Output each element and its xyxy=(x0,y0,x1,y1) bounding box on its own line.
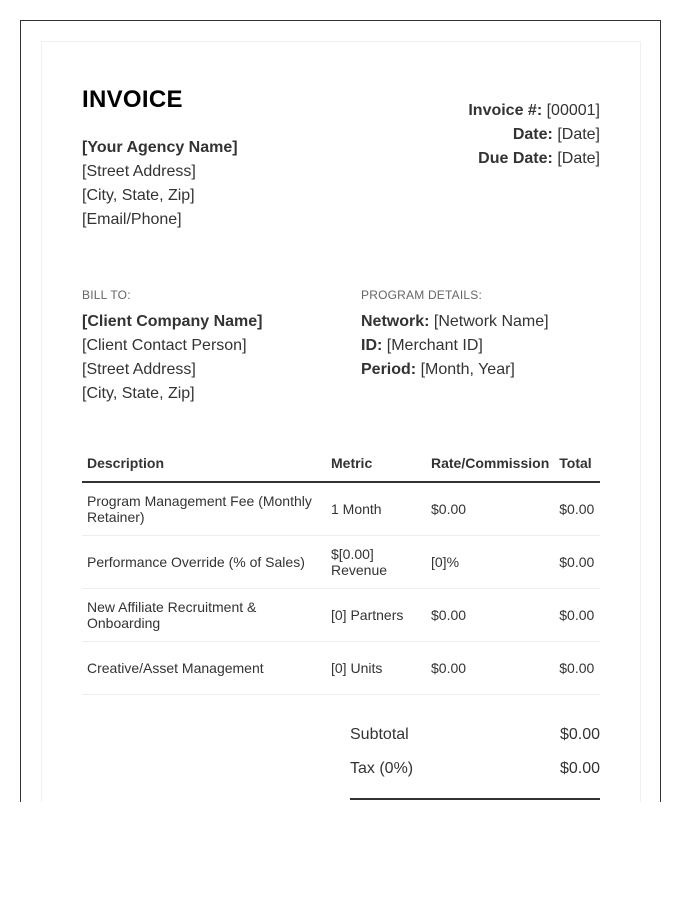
client-contact: [Client Contact Person] xyxy=(82,337,247,354)
invoice-due-value: [Date] xyxy=(557,150,600,167)
client-city: [City, State, Zip] xyxy=(82,385,195,402)
subtotal-row xyxy=(350,722,600,756)
row-rate: $0.00 xyxy=(426,642,554,695)
subtotal-label: Subtotal xyxy=(350,726,409,743)
client-company: [Client Company Name] xyxy=(82,313,263,330)
totals-divider xyxy=(350,798,600,800)
row-rate: [0]% xyxy=(426,536,554,589)
invoice-meta xyxy=(468,99,600,171)
table-row xyxy=(82,536,600,589)
invoice-number-value: [00001] xyxy=(546,102,600,119)
line-items-table xyxy=(82,445,600,695)
invoice-due-line xyxy=(468,147,600,171)
agency-contact: [Email/Phone] xyxy=(82,211,182,228)
invoice-number-label: Invoice #: xyxy=(468,102,543,119)
tax-row xyxy=(350,756,600,790)
program-details-block xyxy=(361,288,549,382)
row-total: $0.00 xyxy=(554,642,600,695)
row-rate: $0.00 xyxy=(426,589,554,642)
row-metric: [0] Partners xyxy=(326,589,426,642)
network-line xyxy=(361,310,549,334)
network-label: Network: xyxy=(361,313,430,330)
invoice-due-label: Due Date: xyxy=(478,150,553,167)
header-rate: Rate/Commission xyxy=(426,445,554,482)
invoice-date-label: Date: xyxy=(512,126,553,143)
header-total: Total xyxy=(554,445,600,482)
agency-street: [Street Address] xyxy=(82,163,196,180)
subtotal-value: $0.00 xyxy=(559,726,600,743)
period-label: Period: xyxy=(361,361,417,378)
row-total: $0.00 xyxy=(554,589,600,642)
row-rate: $0.00 xyxy=(426,482,554,536)
row-description: Performance Override (% of Sales) xyxy=(82,536,326,589)
merchant-id-line xyxy=(361,334,549,358)
row-description: Creative/Asset Management xyxy=(82,642,326,695)
agency-name: [Your Agency Name] xyxy=(82,139,238,156)
period-value: [Month, Year] xyxy=(420,361,515,378)
agency-block xyxy=(82,136,238,232)
totals-block xyxy=(350,722,600,800)
row-description: Program Management Fee (Monthly Retainer) xyxy=(82,482,326,536)
header-metric: Metric xyxy=(326,445,426,482)
table-header-row xyxy=(82,445,600,482)
row-metric: 1 Month xyxy=(326,482,426,536)
merchant-id-label: ID: xyxy=(361,337,383,354)
invoice-number-line xyxy=(468,99,600,123)
program-details-label: PROGRAM DETAILS: xyxy=(361,288,482,302)
table-row xyxy=(82,482,600,536)
row-total: $0.00 xyxy=(554,482,600,536)
invoice-title: INVOICE xyxy=(82,86,183,113)
client-street: [Street Address] xyxy=(82,361,196,378)
bill-to-label: BILL TO: xyxy=(82,288,131,302)
header-description: Description xyxy=(82,445,326,482)
merchant-id-value: [Merchant ID] xyxy=(386,337,483,354)
invoice-date-value: [Date] xyxy=(557,126,600,143)
row-metric: [0] Units xyxy=(326,642,426,695)
period-line xyxy=(361,358,549,382)
table-row xyxy=(82,589,600,642)
agency-city: [City, State, Zip] xyxy=(82,187,195,204)
network-value: [Network Name] xyxy=(433,313,549,330)
tax-label: Tax (0%) xyxy=(350,760,414,777)
row-description: New Affiliate Recruitment & Onboarding xyxy=(82,589,326,642)
bill-to-block xyxy=(82,288,262,406)
tax-value: $0.00 xyxy=(559,760,600,777)
row-total: $0.00 xyxy=(554,536,600,589)
table-row xyxy=(82,642,600,695)
invoice-date-line xyxy=(468,123,600,147)
row-metric: $[0.00] Revenue xyxy=(326,536,426,589)
